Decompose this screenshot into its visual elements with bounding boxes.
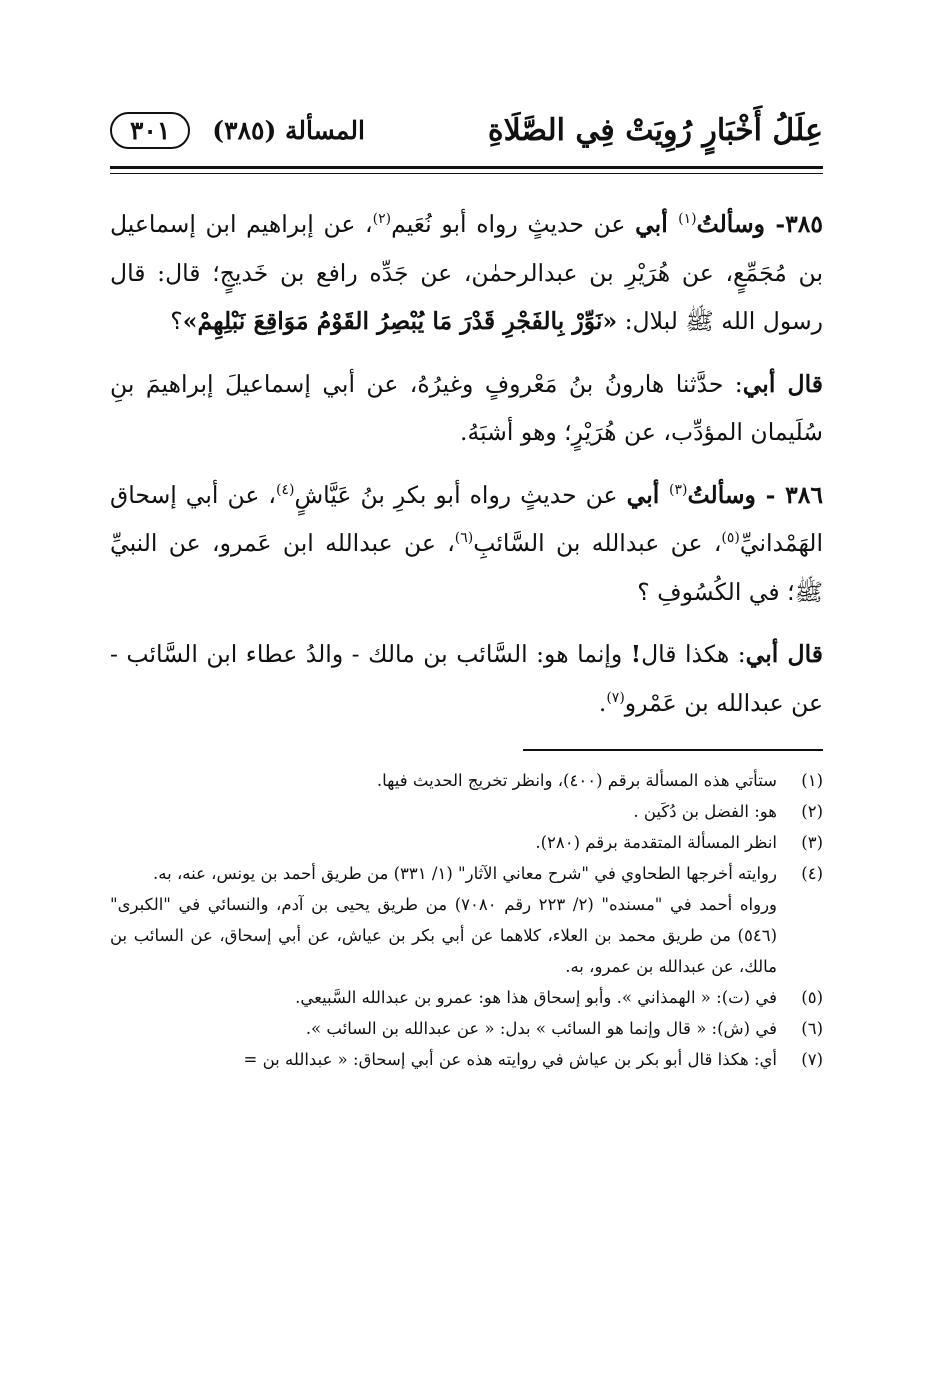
footnote-text xyxy=(110,765,777,796)
footnote-ref: (٣) xyxy=(669,481,688,498)
paragraph-end: . xyxy=(598,688,607,717)
book-title: عِلَلُ أَخْبَارٍ رُوِيَتْ فِي الصَّلَاةِ xyxy=(487,112,823,148)
footnote-text xyxy=(110,858,777,982)
speaker: أبي xyxy=(626,480,669,509)
paragraph-text: عن حديثٍ رواه أبو نُعَيم xyxy=(391,210,636,238)
speaker: قال أبي xyxy=(745,640,823,668)
paragraph-text: : هكذا قال xyxy=(641,640,746,668)
question-number: ٣٨٥- وسألتُ xyxy=(696,210,823,238)
footnote-number: (٦) xyxy=(801,1019,823,1038)
footnote-item xyxy=(110,765,823,796)
footnote-item xyxy=(110,796,823,827)
footnote-ref: (٦) xyxy=(454,530,474,547)
exclamation: ! xyxy=(630,640,642,668)
speaker: قال أبي xyxy=(742,369,823,398)
header-rule xyxy=(110,166,823,174)
footnote-number: (٥) xyxy=(801,988,823,1007)
footnote-text xyxy=(110,982,777,1013)
footnote-separator xyxy=(523,749,823,751)
question-number: ٣٨٦ - وسألتُ xyxy=(687,480,823,509)
footnote-number: (٢) xyxy=(801,802,823,821)
main-text xyxy=(110,200,823,727)
answer-385 xyxy=(110,360,823,457)
answer-386 xyxy=(110,630,823,727)
footnote-item xyxy=(110,1044,823,1075)
footnote-line: في (ش): « قال وإنما هو السائب » بدل: « عن عبدالله بن السائب ». xyxy=(305,1019,777,1038)
footnote-ref: (٢) xyxy=(372,211,392,228)
paragraph-text: ، عن عبدالله بن السَّائبِ xyxy=(473,529,722,557)
footnote-text xyxy=(110,1044,777,1075)
paragraph-text: ، عن أبي إسحاق الهَمْدانيِّ xyxy=(110,480,823,557)
paragraph-386 xyxy=(110,471,823,617)
paragraph-text: عن حديثٍ رواه أبو بكرِ بنُ عَيَّاشٍ xyxy=(294,480,627,509)
footnote-item xyxy=(110,982,823,1013)
footnote-line: هو: الفضل بن دُكَين . xyxy=(633,802,777,821)
footnote-item xyxy=(110,858,823,982)
paragraph-text: وإنما هو: السَّائب بن مالك - والدُ عطاء ابن السَّائب - عن عبدالله بن عَمْرو xyxy=(110,640,823,717)
footnote-line: انظر المسألة المتقدمة برقم (٢٨٠). xyxy=(535,833,777,852)
header-meta xyxy=(110,112,365,149)
paragraph-text: ، عن إبراهيم ابن إسماعيل بن مُجَمِّعٍ، عن هُرَيْرِ بن عبدالرحمٰن، عن جَدِّه رافع بن خَديجٍ؛ قال: قال رسول الله ﷺ لبلال: xyxy=(110,210,823,335)
footnote-number: (٤) xyxy=(801,864,823,883)
footnote-ref: (٧) xyxy=(606,689,625,706)
footnote-line: ورواه أحمد في "مسنده" (٢/ ٢٢٣ رقم ٧٠٨٠) من طريق يحيى بن آدم، والنسائي في "الكبرى" (٥٤٦) من طريق محمد بن العلاء، كلاهما عن أبي بكر بن عياش، عن أبي إسحاق، عن السائب بن مالك، عن عبدالله بن عمرو، به. xyxy=(110,895,778,976)
footnote-line: في (ت): « الهمذاني ». وأبو إسحاق هذا هو: عمرو بن عبدالله السَّبيعي. xyxy=(295,988,777,1007)
footnote-text xyxy=(110,1013,777,1044)
footnote-text xyxy=(110,827,777,858)
paragraph-385 xyxy=(110,200,823,346)
book-page xyxy=(110,100,823,1075)
footnote-item xyxy=(110,827,823,858)
footnote-ref: (٤) xyxy=(276,481,295,498)
footnote-line: روايته أخرجها الطحاوي في "شرح معاني الآثار" (١/ ٣٣١) من طريق أحمد بن يونس، عنه، به. xyxy=(153,864,777,883)
footnotes xyxy=(110,765,823,1075)
issue-label: المسألة (٣٨٥) xyxy=(212,115,365,145)
footnote-item xyxy=(110,1013,823,1044)
footnote-line: أي: هكذا قال أبو بكر بن عياش في روايته هذه عن أبي إسحاق: « عبدالله بن = xyxy=(243,1050,777,1069)
paragraph-text: : حدَّثنا هارونُ بنُ مَعْروفٍ وغيرُهُ، عن أبي إسماعيلَ إبراهيمَ بنِ سُلَيمان المؤدِّب، عن هُرَيْرٍ؛ وهو أشبَهُ. xyxy=(110,369,823,446)
paragraph-text: ، عن عبدالله ابن عَمرو، عن النبيِّ ﷺ؛ في الكُسُوفِ ؟ xyxy=(110,529,823,606)
footnote-ref: (١) xyxy=(678,211,697,228)
running-header xyxy=(110,100,823,160)
footnote-number: (١) xyxy=(801,771,823,790)
speaker: أبي xyxy=(635,210,679,238)
hadith-quote: «نَوِّرْ بِالفَجْرِ قَدْرَ مَا يُبْصِرُ القَوْمُ مَوَاقِعَ نَبْلِهِمْ» xyxy=(182,307,618,335)
footnote-line: ستأتي هذه المسألة برقم (٤٠٠)، وانظر تخريج الحديث فيها. xyxy=(376,771,777,790)
footnote-text xyxy=(110,796,777,827)
footnote-number: (٣) xyxy=(801,833,823,852)
footnote-number: (٧) xyxy=(801,1050,823,1069)
footnote-ref: (٥) xyxy=(721,530,740,547)
page-number: ٣٠١ xyxy=(110,112,190,149)
paragraph-end: ؟ xyxy=(170,307,183,335)
